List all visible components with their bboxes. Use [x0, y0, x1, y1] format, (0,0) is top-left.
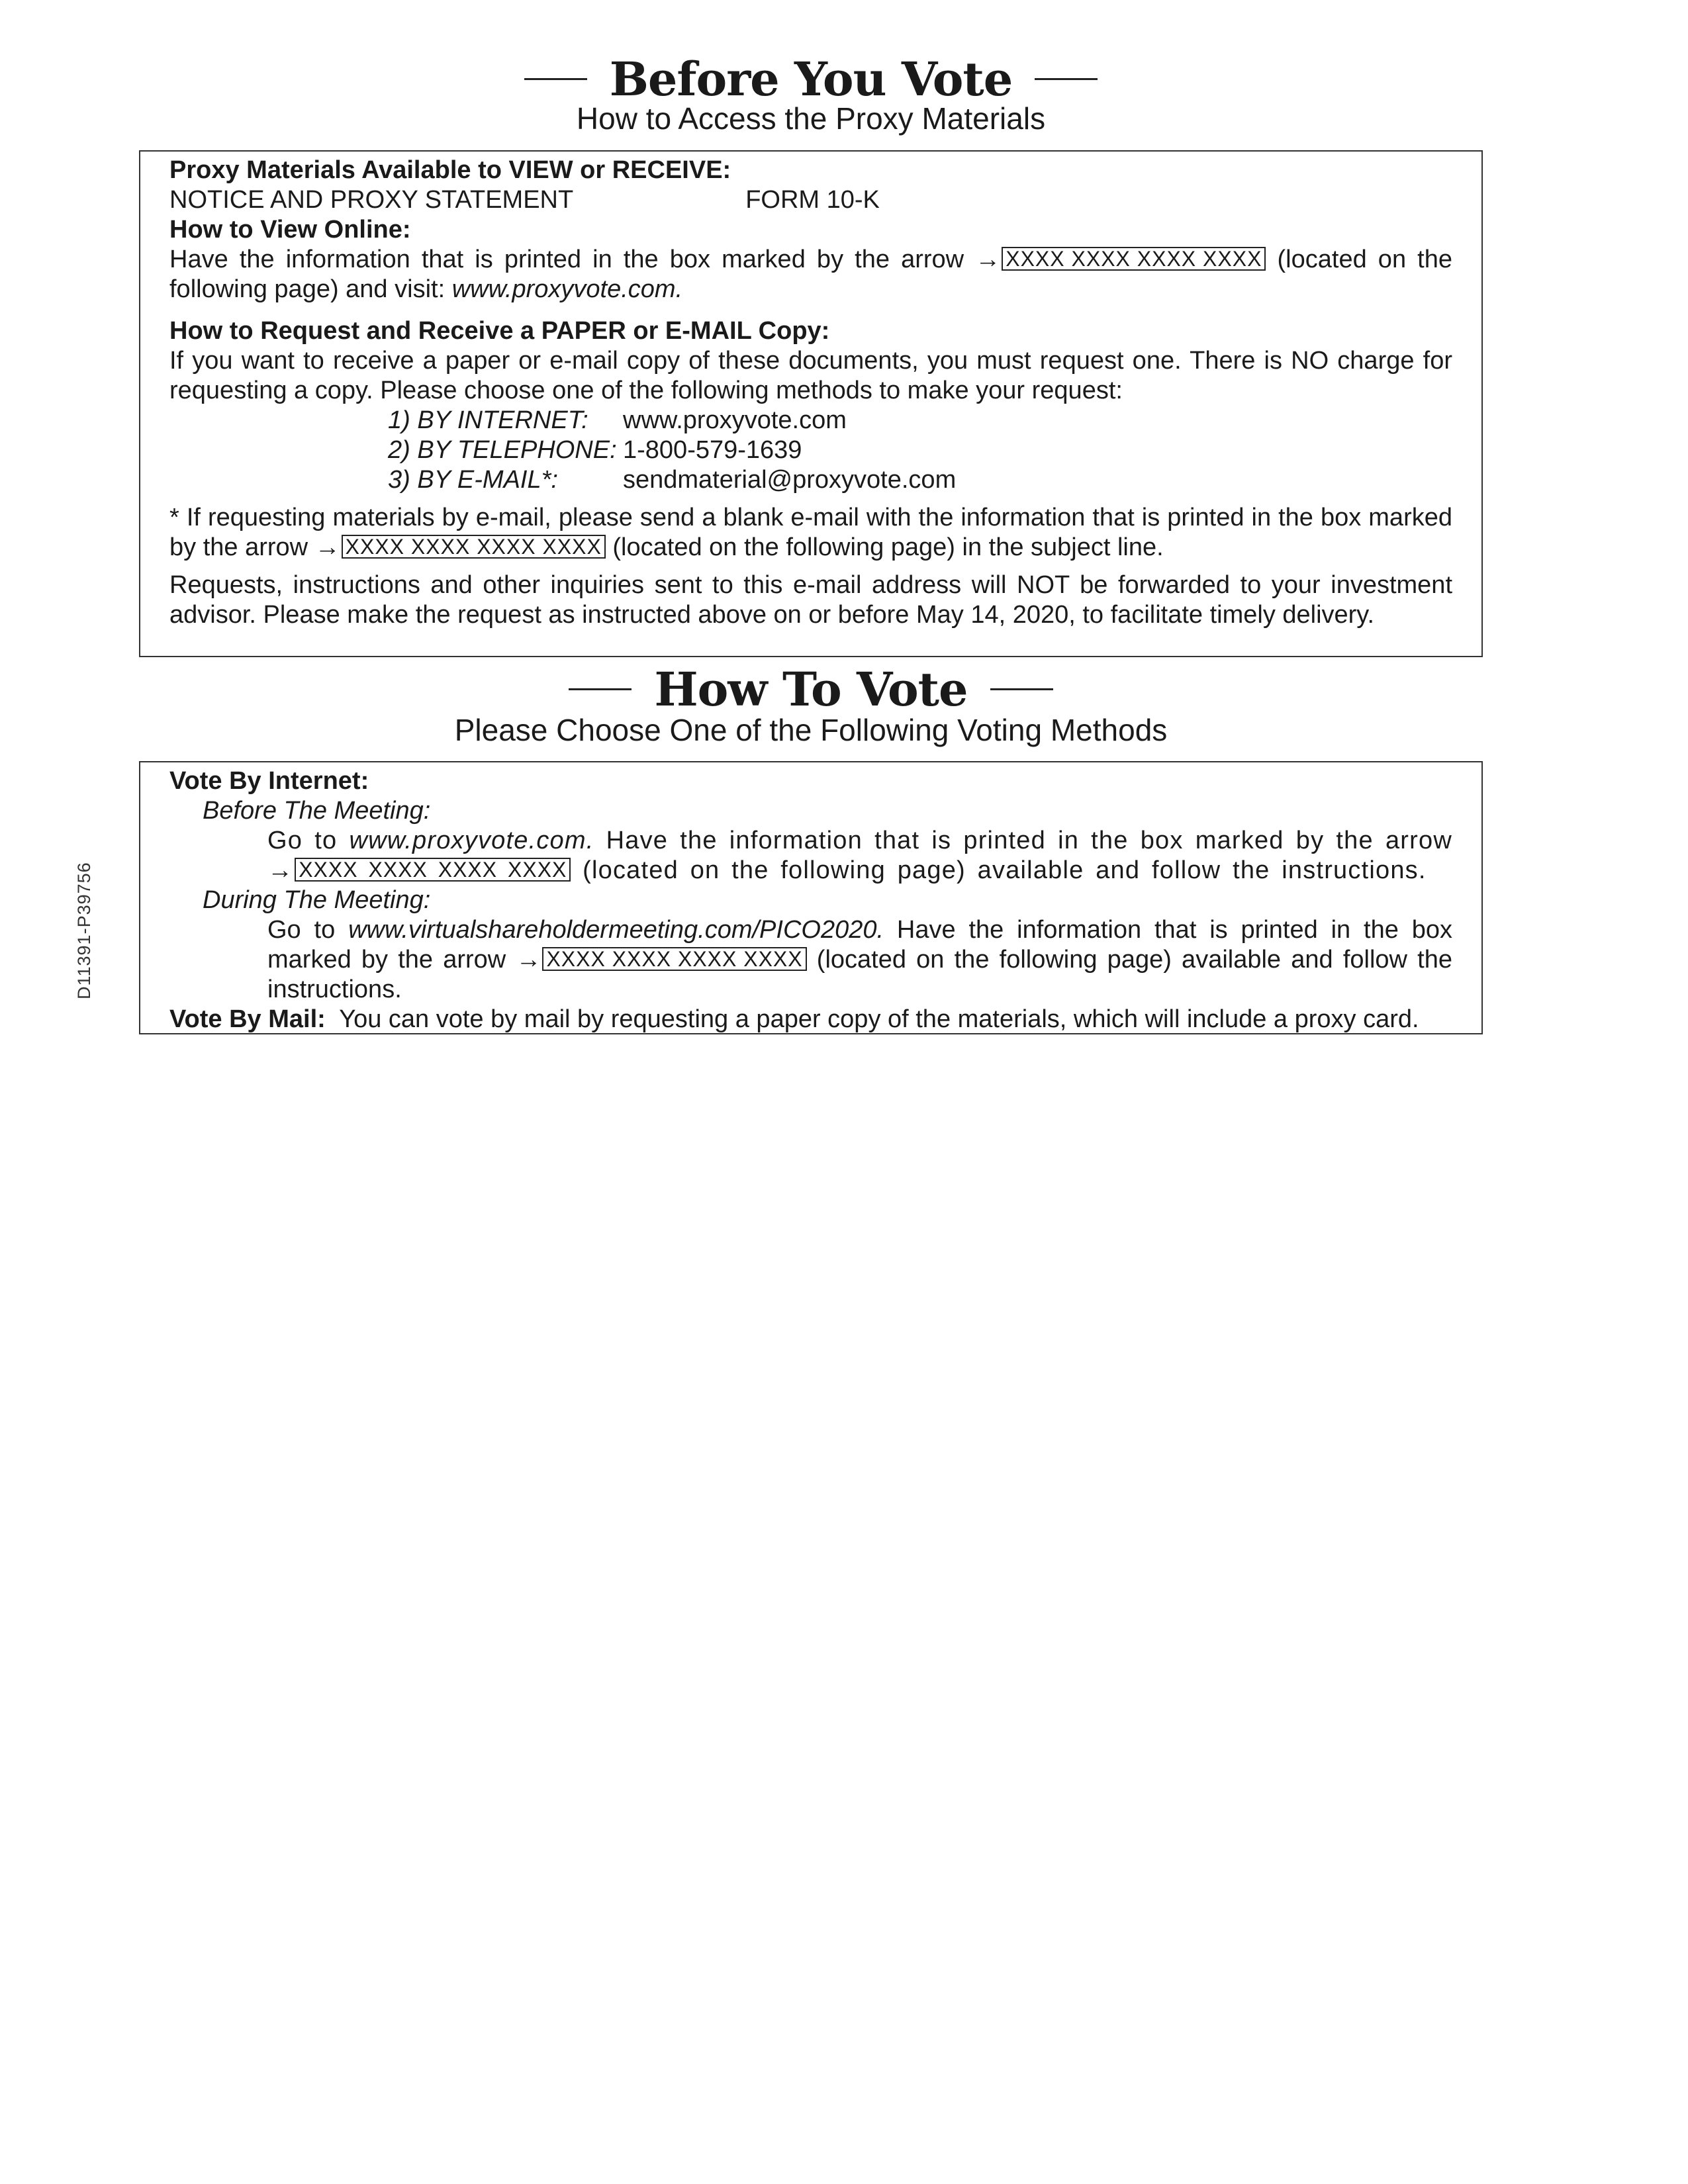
before-meeting-text: Go to www.proxyvote.com. Have the information that is printed in the box marked by the arrow → XXXX XXXX XXXX XXXX (located on the following page) available and follow the instructions. — [267, 827, 1452, 884]
heading-rule-left — [569, 688, 632, 690]
request-text: If you want to receive a paper or e-mail copy of these documents, you must request one. There is NO charge for requesting a copy. Please choose one of the following methods to make your request: — [169, 347, 1452, 404]
heading-rule-right — [1035, 78, 1098, 80]
vote-by-mail-heading: Vote By Mail: — [169, 1005, 326, 1033]
method-label-internet: 1) BY INTERNET: — [388, 406, 588, 434]
proxyvote-link[interactable]: www.proxyvote.com. — [451, 275, 683, 303]
before-you-vote-title: Before You Vote — [609, 52, 1013, 107]
control-number-box: XXXX XXXX XXXX XXXX — [542, 947, 806, 971]
list-item — [388, 435, 1452, 465]
request-methods-list — [388, 406, 1452, 495]
materials-heading: Proxy Materials Available to VIEW or RECEIVE: — [169, 156, 731, 184]
arrow-icon: → — [516, 946, 541, 974]
method-value-internet[interactable]: www.proxyvote.com — [623, 406, 847, 434]
during-meeting-text: Go to www.virtualshareholdermeeting.com/PICO2020. Have the information that is printed in the box marked by the arrow → XXXX XXXX XXXX XXXX (located on the following page) available and follow the instructions. — [267, 916, 1452, 1003]
arrow-icon: → — [267, 856, 294, 884]
arrow-icon: → — [975, 246, 1001, 273]
heading-rule-left — [524, 78, 587, 80]
list-item — [388, 465, 1452, 495]
before-you-vote-heading — [0, 52, 1622, 107]
doc-form-10k: FORM 10-K — [745, 186, 880, 214]
control-number-box: XXXX XXXX XXXX XXXX — [1002, 247, 1266, 271]
vote-by-mail-text: You can vote by mail by requesting a paper copy of the materials, which will include a proxy card. — [339, 1005, 1419, 1033]
how-to-vote-heading — [0, 662, 1622, 717]
view-online-heading: How to View Online: — [169, 216, 411, 244]
doc-notice-proxy: NOTICE AND PROXY STATEMENT — [169, 186, 574, 214]
materials-documents — [169, 185, 1452, 215]
method-label-email: 3) BY E-MAIL*: — [388, 466, 558, 494]
how-to-vote-title: How To Vote — [654, 662, 968, 717]
virtual-meeting-link[interactable]: www.virtualshareholdermeeting.com/PICO2020. — [348, 916, 884, 944]
request-heading: How to Request and Receive a PAPER or E-MAIL Copy: — [169, 317, 830, 345]
during-meeting-label: During The Meeting: — [203, 886, 431, 914]
list-item — [388, 406, 1452, 435]
before-you-vote-subtitle: How to Access the Proxy Materials — [576, 101, 1046, 136]
proxyvote-link[interactable]: www.proxyvote.com. — [349, 827, 594, 854]
control-number-box: XXXX XXXX XXXX XXXX — [342, 535, 606, 559]
arrow-icon: → — [314, 533, 340, 561]
method-label-telephone: 2) BY TELEPHONE: — [388, 436, 617, 464]
method-value-telephone[interactable]: 1-800-579-1639 — [623, 436, 802, 464]
requests-note: Requests, instructions and other inquiries sent to this e-mail address will NOT be forwarded to your investment advisor. Please make the request as instructed above on or before May 14, 2020, to facilitate timely delivery. — [169, 571, 1452, 629]
before-meeting-label: Before The Meeting: — [203, 797, 431, 825]
heading-rule-right — [990, 688, 1053, 690]
proxy-materials-box — [139, 150, 1483, 657]
control-number-box: XXXX XXXX XXXX XXXX — [295, 858, 571, 882]
method-value-email[interactable]: sendmaterial@proxyvote.com — [623, 466, 957, 494]
vote-by-mail-row — [169, 1005, 1452, 1034]
how-to-vote-subtitle: Please Choose One of the Following Voting Methods — [454, 713, 1168, 747]
view-online-text: Have the information that is printed in the box marked by the arrow → XXXX XXXX XXXX XXXX (located on the following page) and visit: www.proxyvote.com. — [169, 246, 1453, 303]
voting-methods-box — [139, 761, 1483, 1034]
document-code: D11391-P39756 — [74, 862, 94, 999]
vote-by-internet-heading: Vote By Internet: — [169, 767, 369, 795]
email-footnote: * If requesting materials by e-mail, please send a blank e-mail with the information that is printed in the box marked by the arrow → XXXX XXXX XXXX XXXX (located on the following page) in the subject line. — [169, 504, 1452, 561]
